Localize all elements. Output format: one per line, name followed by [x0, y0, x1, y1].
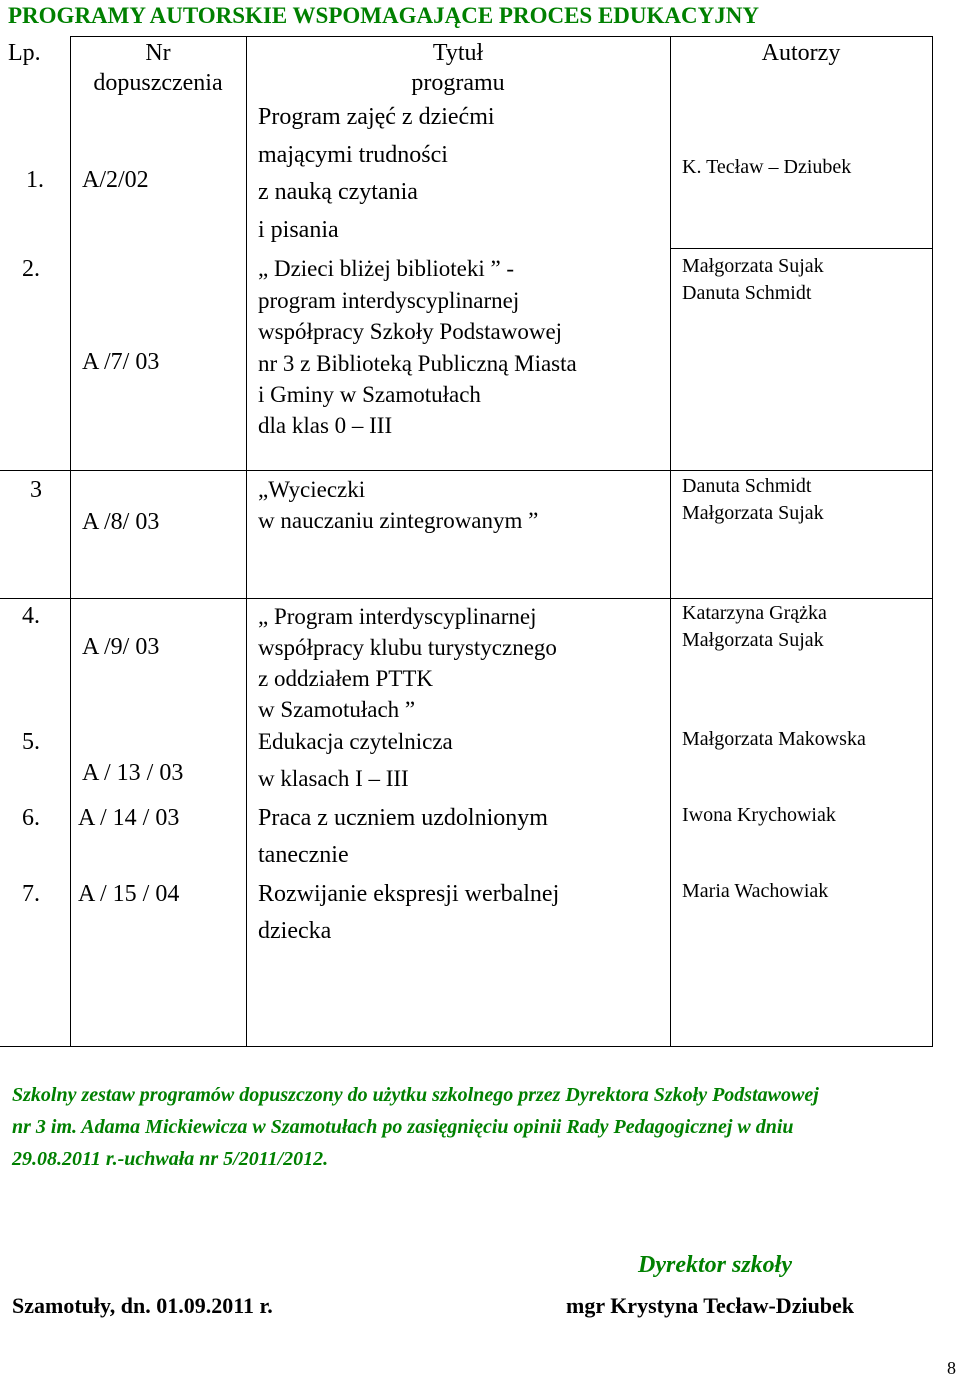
row-lp: 6. — [22, 805, 40, 831]
director-title: Dyrektor szkoły — [638, 1252, 792, 1278]
page-number: 8 — [947, 1358, 956, 1378]
row-lp: 1. — [26, 167, 44, 193]
row-title-line: Program zajęć z dziećmi — [258, 104, 495, 130]
row-title-line: „ Dzieci bliżej biblioteki ” - — [258, 256, 515, 281]
table-border-top — [70, 36, 933, 37]
table-border-bottom — [0, 1046, 933, 1047]
row-title-line: współpracy klubu turystycznego — [258, 635, 557, 660]
row-author: Małgorzata Sujak — [682, 502, 824, 524]
approval-note-line: 29.08.2011 r.-uchwała nr 5/2011/2012. — [12, 1148, 329, 1170]
row-lp: 7. — [22, 881, 40, 907]
row-title-line: w nauczaniu zintegrowanym ” — [258, 508, 539, 533]
header-lp: Lp. — [8, 40, 41, 66]
row-nr: A / 15 / 04 — [78, 881, 180, 907]
row-nr: A /9/ 03 — [82, 634, 160, 660]
row-author: Iwona Krychowiak — [682, 804, 836, 826]
row-lp: 4. — [22, 603, 40, 629]
table-border-right — [932, 36, 933, 1046]
row-author: Maria Wachowiak — [682, 880, 829, 902]
row-title-line: nr 3 z Biblioteką Publiczną Miasta — [258, 351, 577, 376]
row-nr: A / 14 / 03 — [78, 805, 180, 831]
approval-note-line: nr 3 im. Adama Mickiewicza w Szamotułach po zasięgnięciu opinii Rady Pedagogicznej w dniu — [12, 1116, 794, 1138]
approval-note-line: Szkolny zestaw programów dopuszczony do użytku szkolnego przez Dyrektora Szkoły Podstawowej — [12, 1084, 819, 1106]
row-title-line: w klasach I – III — [258, 766, 409, 791]
row-title-line: w Szamotułach ” — [258, 697, 416, 722]
header-nr: Nr — [145, 40, 171, 66]
row-nr: A/2/02 — [82, 167, 149, 193]
header-title: Tytuł — [432, 40, 484, 66]
row-author: K. Tecław – Dziubek — [682, 156, 852, 178]
row-title-line: i pisania — [258, 217, 339, 243]
row-title-line: program interdyscyplinarnej — [258, 288, 520, 313]
row-title-line: tanecznie — [258, 842, 349, 868]
table-row-divider — [0, 598, 933, 599]
row-lp: 2. — [22, 256, 40, 282]
row-title-line: z nauką czytania — [258, 179, 418, 205]
header-authors: Autorzy — [761, 40, 841, 66]
row-nr: A /7/ 03 — [82, 349, 160, 375]
row-title-line: Praca z uczniem uzdolnionym — [258, 805, 548, 831]
header-nr-line2: dopuszczenia — [93, 70, 223, 96]
row-author: Katarzyna Grążka — [682, 602, 827, 624]
row-author: Małgorzata Sujak — [682, 629, 824, 651]
table-column-divider — [670, 36, 671, 1046]
row-title-line: Rozwijanie ekspresji werbalnej — [258, 881, 560, 907]
row-author: Małgorzata Sujak — [682, 255, 824, 277]
row-title-line: Edukacja czytelnicza — [258, 729, 453, 754]
director-name: mgr Krystyna Tecław-Dziubek — [566, 1293, 855, 1318]
row-title-line: z oddziałem PTTK — [258, 666, 434, 691]
row-nr: A /8/ 03 — [82, 509, 160, 535]
row-author: Danuta Schmidt — [682, 282, 812, 304]
row-title-line: dla klas 0 – III — [258, 413, 393, 438]
table-row-divider — [0, 470, 933, 471]
row-author: Małgorzata Makowska — [682, 728, 866, 750]
row-nr: A / 13 / 03 — [82, 760, 184, 786]
table-column-divider — [70, 36, 71, 1046]
page-heading: PROGRAMY AUTORSKIE WSPOMAGAJĄCE PROCES EDUKACYJNY — [8, 3, 759, 28]
row-title-line: dziecka — [258, 918, 332, 944]
row-title-line: i Gminy w Szamotułach — [258, 382, 481, 407]
row-title-line: „ Program interdyscyplinarnej — [258, 604, 537, 629]
table-row-divider — [670, 248, 933, 249]
row-lp: 3 — [30, 477, 42, 503]
row-title-line: „Wycieczki — [258, 477, 366, 502]
row-author: Danuta Schmidt — [682, 475, 812, 497]
row-title-line: współpracy Szkoły Podstawowej — [258, 319, 563, 344]
row-lp: 5. — [22, 729, 40, 755]
table-column-divider — [246, 36, 247, 1046]
place-date: Szamotuły, dn. 01.09.2011 r. — [12, 1293, 273, 1318]
row-title-line: mającymi trudności — [258, 142, 448, 168]
header-title-line2: programu — [411, 70, 505, 96]
